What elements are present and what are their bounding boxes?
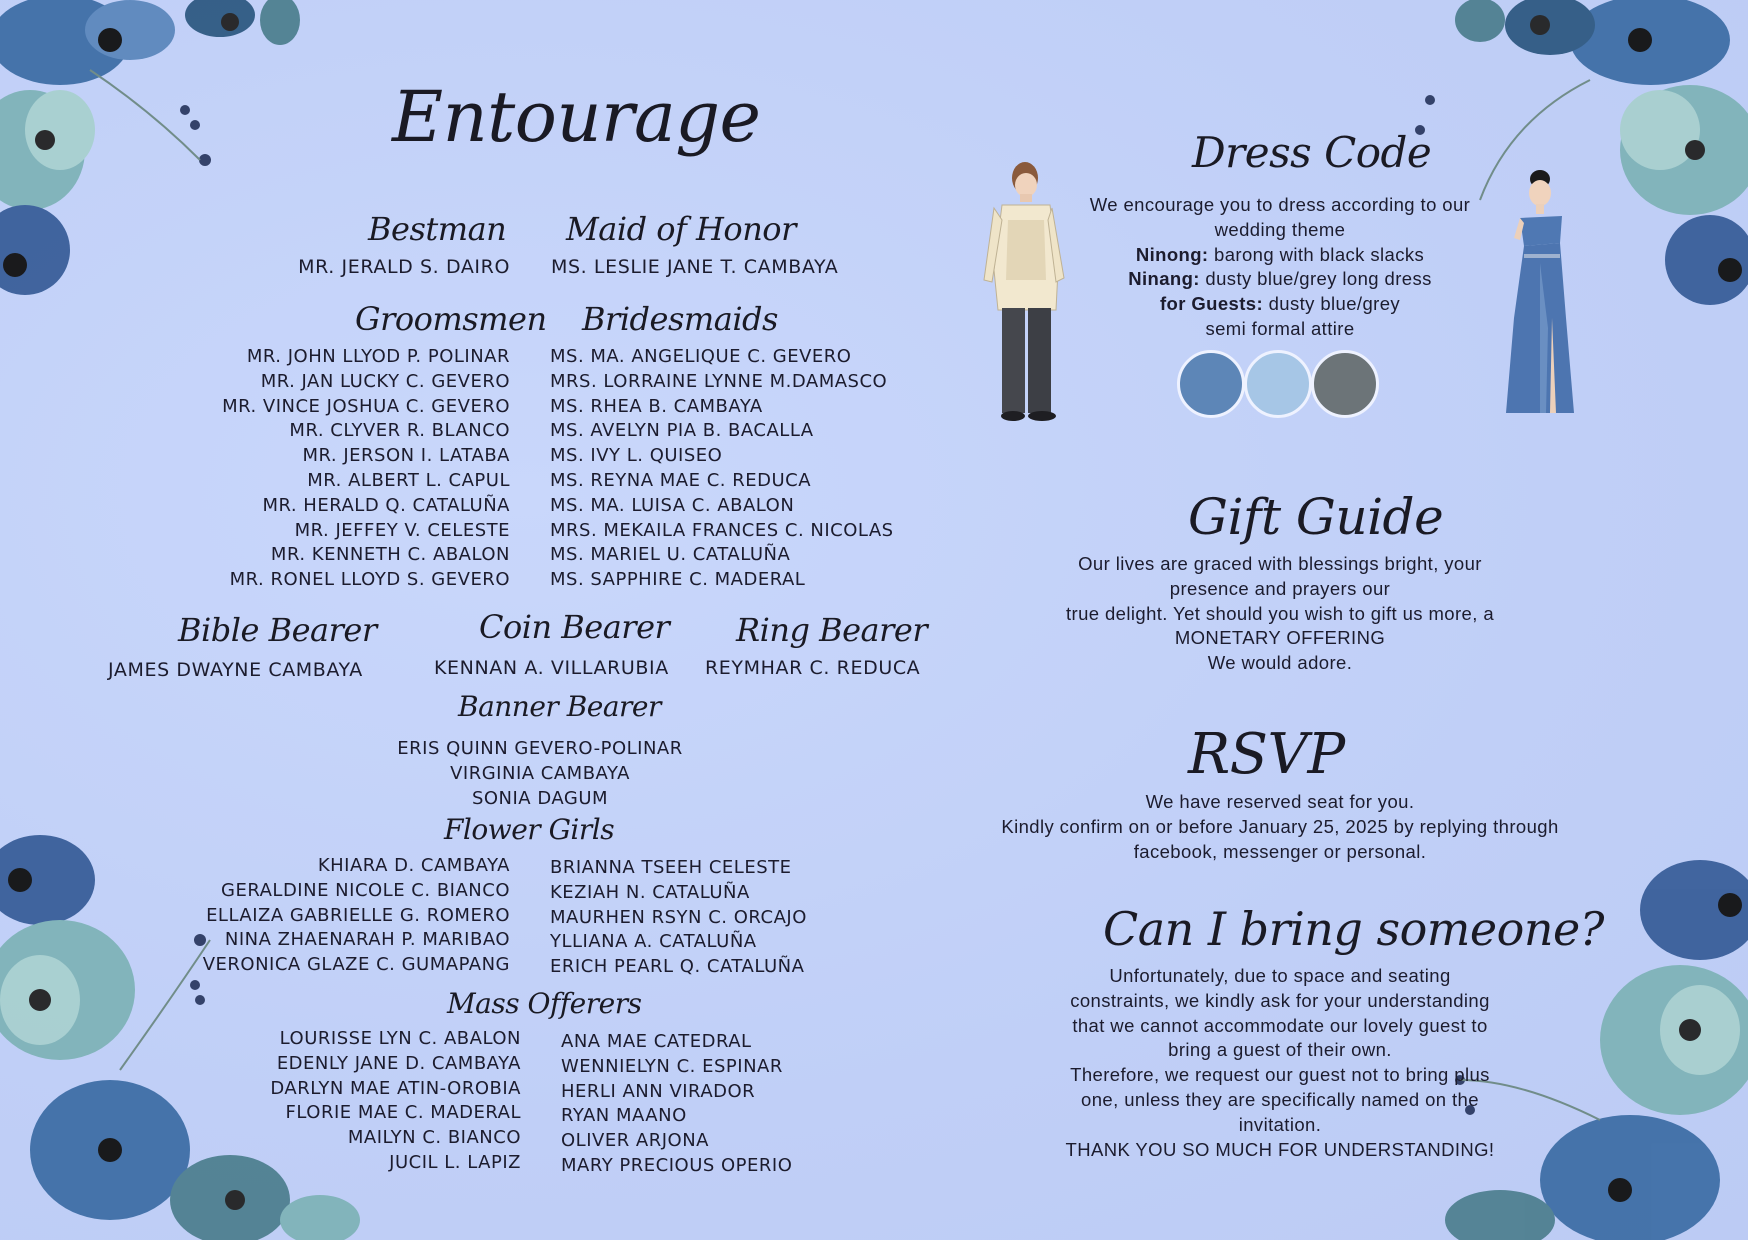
banner-bearer: ERIS QUINN GEVERO-POLINAR [397,738,683,759]
rsvp-line: We have reserved seat for you. [1145,791,1415,812]
ninang-text: dusty blue/grey long dress [1199,268,1432,290]
dress-code-intro-2: wedding theme [1214,218,1346,240]
dress-code-text [1060,193,1500,342]
bridesmaid: MRS. LORRAINE LYNNE M.DAMASCO [550,370,888,392]
bridesmaids-heading: Bridesmaids [582,300,778,338]
plus-one-line: that we cannot accommodate our lovely guest to [1072,1014,1488,1036]
flower-girl: YLLIANA A. CATALUÑA [550,931,757,953]
mass-offerer: EDENLY JANE D. CAMBAYA [276,1052,521,1074]
bible-bearer-heading: Bible Bearer [178,611,377,649]
gift-guide-line: presence and prayers our [1169,577,1391,599]
gift-guide-text [1000,552,1560,676]
banner-bearer: VIRGINIA CAMBAYA [450,762,630,784]
plus-one-line: constraints, we kindly ask for your understanding [1070,989,1490,1011]
gift-guide-line: true delight. Yet should you wish to gift us more, a [1065,602,1495,624]
coin-bearer-name: KENNAN A. VILLARUBIA [434,657,669,679]
plus-one-line: one, unless they are specifically named on the [1081,1088,1479,1110]
flower-girls-left-list [203,854,510,978]
banner-bearer-heading: Banner Bearer [458,690,661,723]
groomsman: MR. JERSON I. LATABA [302,445,510,467]
ring-bearer-name: REYMHAR C. REDUCA [705,657,921,679]
guests-label: for Guests: [1159,293,1264,315]
plus-one-line: bring a guest of their own. [1168,1039,1392,1061]
ring-bearer-heading: Ring Bearer [736,611,928,649]
groomsman: MR. JOHN LLYOD P. POLINAR [246,346,510,367]
plus-one-line: Unfortunately, due to space and seating [1109,965,1451,986]
mass-offerer: ANA MAE CATEDRAL [561,1031,752,1052]
mass-offerers-right-list [561,1030,792,1179]
mass-offerer: MARY PRECIOUS OPERIO [561,1154,793,1176]
plus-one-line: Therefore, we request our guest not to bring plus [1070,1064,1490,1086]
mass-offerer: JUCIL L. LAPIZ [389,1151,521,1173]
color-swatch-dusty-blue [1177,350,1245,418]
gift-guide-line: We would adore. [1207,652,1353,674]
mass-offerer: DARLYN MAE ATIN-OROBIA [270,1077,521,1099]
color-swatch-grey [1311,350,1379,418]
mass-offerers-heading: Mass Offerers [447,987,642,1020]
gift-guide-line: MONETARY OFFERING [1174,627,1386,649]
bestman-heading: Bestman [368,210,507,248]
mass-offerer: HERLI ANN VIRADOR [561,1080,756,1102]
flower-girl: KEZIAH N. CATALUÑA [550,881,750,903]
maid-of-honor-heading: Maid of Honor [566,210,796,248]
dress-code-intro-1: We encourage you to dress according to our [1089,194,1471,215]
flower-girl: ERICH PEARL Q. CATALUÑA [550,956,805,978]
groomsman: MR. KENNETH C. ABALON [270,544,510,566]
groomsman: MR. JAN LUCKY C. GEVERO [260,370,510,392]
flower-girl: KHIARA D. CAMBAYA [317,855,510,876]
mass-offerer: FLORIE MAE C. MADERAL [285,1102,521,1124]
mass-offerer: LOURISSE LYN C. ABALON [279,1028,521,1049]
plus-one-title: Can I bring someone? [1103,902,1604,956]
bridesmaid: MRS. MEKAILA FRANCES C. NICOLAS [550,519,894,541]
bridesmaid: MS. MA. LUISA C. ABALON [550,494,795,516]
flower-girl: MAURHEN RSYN C. ORCAJO [550,906,807,928]
banner-bearer: SONIA DAGUM [471,787,609,809]
dress-code-guests-2: semi formal attire [1205,317,1355,339]
maid-of-honor-name: MS. LESLIE JANE T. CAMBAYA [551,256,839,278]
banner-bearer-list [390,737,690,811]
rsvp-title: RSVP [1188,722,1345,787]
bridesmaid: MS. REYNA MAE C. REDUCA [550,469,812,491]
mass-offerer: OLIVER ARJONA [561,1130,709,1152]
groomsmen-list [222,345,510,593]
bridesmaid: MS. RHEA B. CAMBAYA [550,395,763,417]
groomsman: MR. JEFFEY V. CELESTE [294,519,510,541]
mass-offerer: RYAN MAANO [561,1105,687,1127]
bridesmaid: MS. IVY L. QUISEO [550,445,723,467]
flower-girl: GERALDINE NICOLE C. BIANCO [221,879,510,901]
groomsman: MR. RONEL LLOYD S. GEVERO [229,569,510,591]
plus-one-text [1010,964,1550,1162]
bridesmaid: MS. MARIEL U. CATALUÑA [550,544,791,566]
groomsman: MR. VINCE JOSHUA C. GEVERO [222,395,510,417]
ninong-text: barong with black slacks [1208,243,1425,265]
groomsman: MR. HERALD Q. CATALUÑA [262,494,510,516]
mass-offerer: WENNIELYN C. ESPINAR [561,1055,783,1077]
plus-one-line: THANK YOU SO MUCH FOR UNDERSTANDING! [1065,1138,1495,1160]
guests-text: dusty blue/grey [1263,293,1401,315]
flower-girl: VERONICA GLAZE C. GUMAPANG [202,954,510,976]
entourage-title: Entourage [392,76,761,158]
color-swatch-light-blue [1244,350,1312,418]
dress-code-ninong [1060,243,1500,268]
gift-guide-line: Our lives are graced with blessings bright, your [1078,553,1482,574]
dress-code-title: Dress Code [1192,128,1432,177]
bride-gown-illustration [1490,168,1590,423]
groomsmen-heading: Groomsmen [355,300,547,338]
rsvp-line: facebook, messenger or personal. [1133,840,1427,862]
bridesmaid: MS. SAPPHIRE C. MADERAL [550,569,806,591]
bestman-name: MR. JERALD S. DAIRO [298,256,510,278]
ninong-label: Ninong: [1135,243,1209,265]
bridesmaids-list [550,345,894,593]
groomsman: MR. CLYVER R. BLANCO [289,420,510,442]
ninang-label: Ninang: [1128,268,1200,290]
dress-code-ninang [1060,267,1500,292]
plus-one-line: invitation. [1238,1113,1322,1135]
mass-offerers-left-list [270,1027,521,1176]
gift-guide-title: Gift Guide [1188,488,1444,546]
flower-girls-heading: Flower Girls [444,813,615,846]
mass-offerer: MAILYN C. BIANCO [347,1127,521,1149]
flower-girls-right-list [550,856,807,980]
rsvp-line: Kindly confirm on or before January 25, 2025 by replying through [1001,815,1559,837]
flower-girl: NINA ZHAENARAH P. MARIBAO [224,929,510,951]
flower-girl: ELLAIZA GABRIELLE G. ROMERO [206,904,510,926]
flower-girl: BRIANNA TSEEH CELESTE [550,857,792,878]
floral-corner-top-left [0,0,330,330]
bridesmaid: MS. AVELYN PIA B. BACALLA [550,420,814,442]
bridesmaid: MS. MA. ANGELIQUE C. GEVERO [550,346,852,367]
bible-bearer-name: JAMES DWAYNE CAMBAYA [108,659,363,681]
coin-bearer-heading: Coin Bearer [479,608,670,646]
groomsman: MR. ALBERT L. CAPUL [307,469,510,491]
dress-code-guests [1060,292,1500,317]
rsvp-text [960,790,1600,864]
